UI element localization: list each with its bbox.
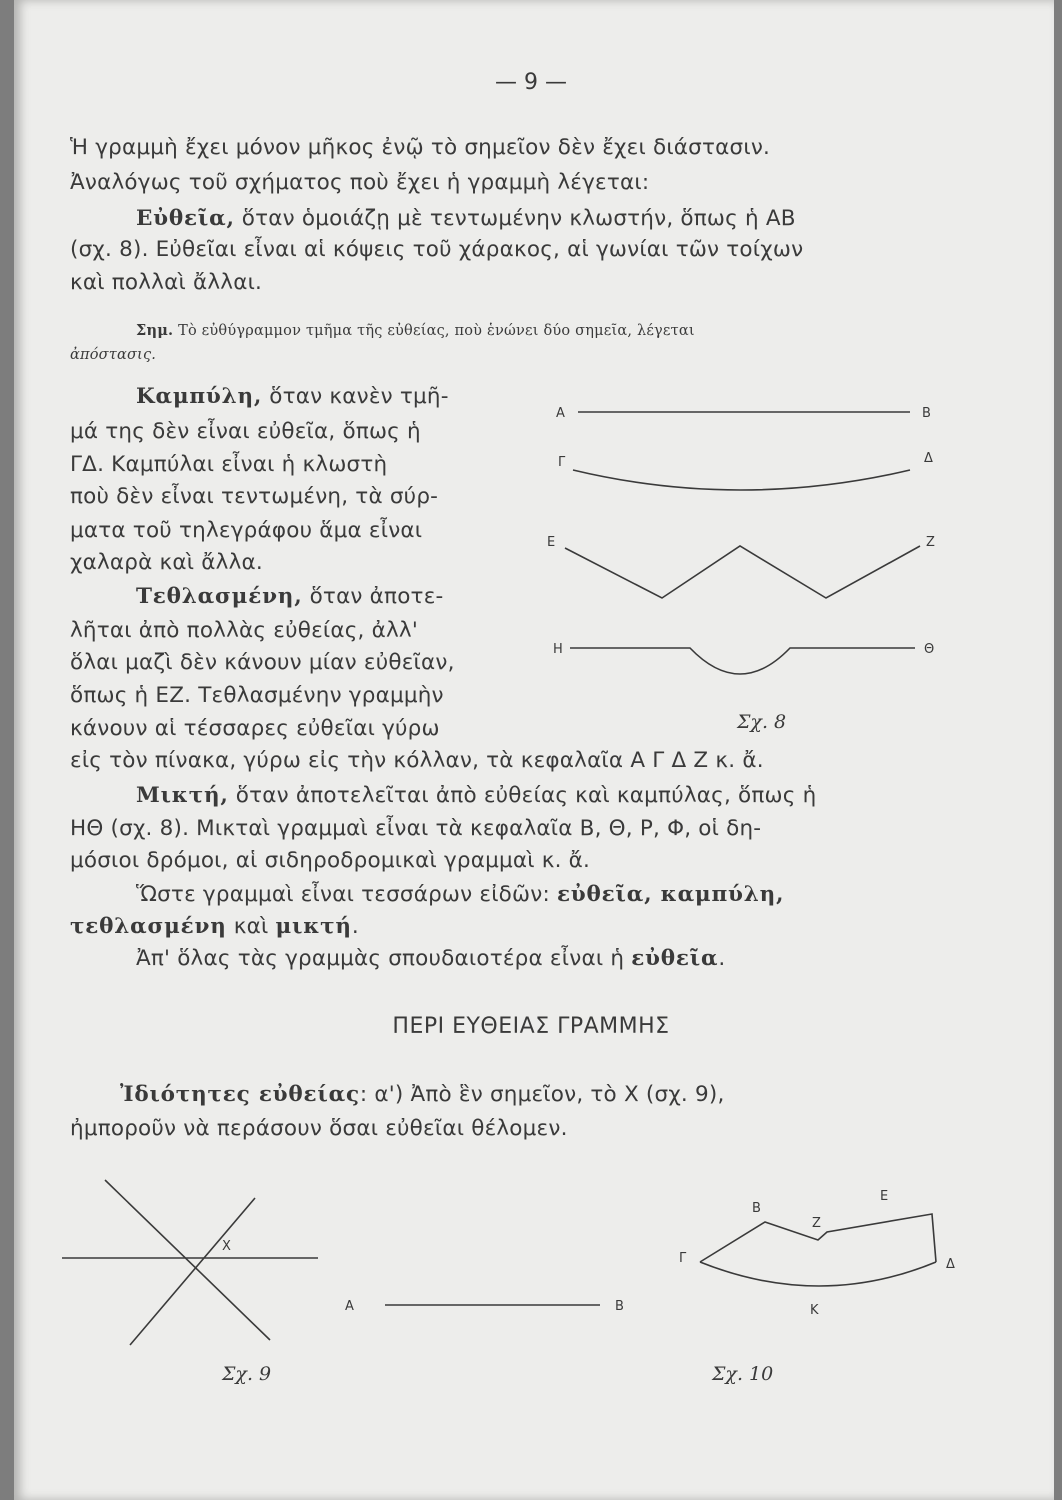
term: Μικτή, [136, 783, 229, 808]
fig9-caption: Σχ. 9 [222, 1363, 272, 1385]
text-line: μόσιοι δρόμοι, αἱ σιδηροδρομικαὶ γραμμαὶ κ. ἄ. [70, 848, 591, 873]
text-line: ΓΔ. Καμπύλαι εἶναι ἡ κλωστὴ [70, 452, 388, 477]
text-line: Ἀναλόγως τοῦ σχήματος ποὺ ἔχει ἡ γραμμὴ λέγεται: [70, 170, 650, 195]
fig8-mixed-hth [570, 648, 915, 674]
fig8-polyline-ez [565, 546, 920, 598]
fig9-line-1 [105, 1180, 270, 1340]
fig10-label: Ζ [812, 1216, 821, 1231]
text-line: ποὺ δὲν εἶναι τεντωμένη, τὰ σύρ- [70, 484, 439, 509]
text-span: ὅταν ὁμοιάζῃ μὲ τεντωμένην κλωστήν, ὅπως ἡ ΑΒ [234, 206, 796, 231]
note-label: Σημ. [136, 322, 174, 339]
fig8-label: Δ [924, 451, 933, 466]
note-text: Τὸ εὐθύγραμμον τμῆμα τῆς εὐθείας, ποὺ ἑνώνει δύο σημεῖα, λέγεται [173, 323, 695, 339]
text-line: χαλαρὰ καὶ ἄλλα. [70, 550, 263, 575]
text-span: ὅταν ἀποτε- [302, 584, 444, 609]
fig9-label: Χ [222, 1239, 231, 1254]
fig10-caption: Σχ. 10 [712, 1363, 774, 1385]
fig8-label: Α [556, 406, 565, 421]
text-line: ἠμποροῦν νὰ περάσουν ὅσαι εὐθεῖαι θέλομεν. [70, 1116, 568, 1141]
text-line: καὶ πολλαὶ ἄλλαι. [70, 270, 263, 295]
text-line: ματα τοῦ τηλεγράφου ἅμα εἶναι [70, 518, 423, 543]
fig9-label: Α [345, 1299, 354, 1314]
text-line: μά της δὲν εἶναι εὐθεῖα, ὅπως ἡ [70, 419, 421, 444]
fig8-label: Η [553, 642, 563, 657]
fig8-label: Ζ [926, 535, 935, 550]
fig8-label: Θ [924, 642, 935, 657]
fig8-label: Γ [558, 455, 566, 470]
fig8-curve-gd [573, 470, 910, 490]
text-span: : α') Ἀπὸ ἓν σημεῖον, τὸ Χ (σχ. 9), [359, 1082, 725, 1107]
term: Καμπύλη, [136, 384, 263, 409]
fig10-label: Κ [810, 1303, 819, 1318]
text-line: εἰς τὸν πίνακα, γύρω εἰς τὴν κόλλαν, τὰ κεφαλαῖα Α Γ Δ Ζ κ. ἄ. [70, 748, 764, 773]
term: τεθλασμένη [70, 914, 227, 939]
text-line: λῆται ἀπὸ πολλὰς εὐθείας, ἀλλ' [70, 618, 418, 643]
term: Τεθλασμένη, [136, 584, 303, 609]
term: Εὐθεῖα, [136, 206, 235, 231]
text-line: ΗΘ (σχ. 8). Μικταὶ γραμμαὶ εἶναι τὰ κεφαλαῖα Β, Θ, Ρ, Φ, οἱ δη- [70, 816, 762, 841]
text-span: ὅταν ἀποτελεῖται ἀπὸ εὐθείας καὶ καμπύλας, ὅπως ἡ [228, 783, 817, 808]
fig8-label: Ε [547, 535, 556, 550]
text-line: ὅλαι μαζὶ δὲν κάνουν μίαν εὐθεῖαν, [70, 650, 455, 675]
term: εὐθεῖα [631, 946, 719, 971]
text-span: Ἀπ' ὅλας τὰς γραμμὰς σπουδαιοτέρα εἶναι ἡ [136, 946, 632, 971]
fig8-label: Β [922, 406, 931, 421]
term: Ἰδιότητες εὐθείας [120, 1082, 360, 1107]
text-span: ὅταν κανὲν τμῆ- [262, 384, 449, 409]
text-line: κάνουν αἱ τέσσαρες εὐθεῖαι γύρω [70, 716, 440, 741]
fig8-caption: Σχ. 8 [737, 711, 787, 733]
fig9-line-2 [130, 1198, 255, 1345]
text-span: καὶ [226, 914, 276, 939]
fig10-label: Δ [946, 1257, 955, 1272]
fig9-label: Β [615, 1299, 624, 1314]
section-heading: ΠΕΡΙ ΕΥΘΕΙΑΣ ΓΡΑΜΜΗΣ [392, 1014, 670, 1039]
text-span: . [718, 946, 726, 971]
note-term: ἀπόστασις. [70, 347, 157, 363]
page-number: — 9 — [495, 70, 567, 95]
text-span: Ὥστε γραμμαὶ εἶναι τεσσάρων εἰδῶν: [136, 882, 557, 907]
fig10-label: Γ [679, 1251, 687, 1266]
text-line: ὅπως ἡ ΕΖ. Τεθλασμένην γραμμὴν [70, 683, 444, 708]
text-line: Ἡ γραμμὴ ἔχει μόνον μῆκος ἐνῷ τὸ σημεῖον δὲν ἔχει διάστασιν. [70, 135, 771, 160]
fig10-label: Ε [880, 1189, 889, 1204]
text-line: (σχ. 8). Εὐθεῖαι εἶναι αἱ κόψεις τοῦ χάρακος, αἱ γωνίαι τῶν τοίχων [70, 237, 804, 262]
term: εὐθεῖα, καμπύλη, [556, 882, 785, 907]
text-span: . [351, 914, 359, 939]
fig10-curve [700, 1262, 936, 1286]
fig10-label: Β [752, 1201, 761, 1216]
term: μικτή [275, 914, 352, 939]
